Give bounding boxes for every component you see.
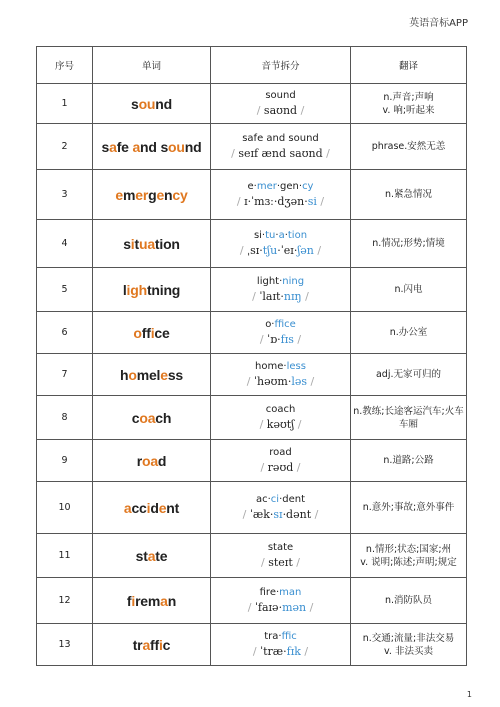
- syllable-part: state: [267, 541, 294, 553]
- syllable-cell: [211, 396, 351, 440]
- ipa-slash: /: [242, 507, 250, 521]
- row-index: 6: [37, 312, 93, 354]
- ipa-slash: /: [292, 555, 300, 569]
- ipa-slash: /: [236, 194, 245, 208]
- word-part: tr: [132, 636, 143, 653]
- translation-cell: [351, 396, 467, 440]
- word-part: s: [101, 138, 110, 155]
- syllable-cell: [211, 220, 351, 268]
- word-part: tion: [154, 235, 180, 252]
- ipa-slash: /: [259, 332, 268, 346]
- phonetic-transcription: [213, 146, 348, 162]
- ipa-slash: /: [301, 289, 309, 303]
- ipa-slash: /: [313, 243, 322, 257]
- phonetic-transcription: [213, 332, 348, 348]
- word-highlight-part: igh: [126, 281, 147, 298]
- row-index: 7: [37, 354, 93, 396]
- word-highlight-part: e: [160, 366, 168, 383]
- syllable-accent: ffic: [281, 630, 297, 642]
- row-index: 2: [37, 124, 93, 170]
- word-part: h: [119, 366, 129, 383]
- translation-line: phrase.安然无恙: [371, 141, 446, 152]
- syllable-cell: [211, 170, 351, 220]
- word-highlight-part: cy: [172, 186, 188, 203]
- ipa-part: saʊnd: [263, 103, 298, 117]
- ipa-slash: /: [307, 374, 315, 388]
- syllable-split: [213, 318, 348, 332]
- syllable-split: [213, 493, 348, 507]
- page-number: 1: [466, 690, 472, 699]
- ipa-slash: /: [300, 644, 309, 658]
- syllable-part: coach: [265, 403, 296, 415]
- syllable-part: light·: [256, 275, 283, 287]
- table-row: [37, 124, 467, 170]
- ipa-slash: /: [259, 417, 267, 431]
- word-cell: [93, 312, 211, 354]
- word-cell: [93, 482, 211, 534]
- syllable-cell: [211, 84, 351, 124]
- word-part: st: [135, 547, 148, 564]
- translation-line: n.意外;事故;意外事件: [362, 502, 455, 513]
- row-index: 13: [37, 624, 93, 666]
- ipa-accent: nɪŋ: [283, 289, 302, 303]
- word-cell: [93, 170, 211, 220]
- word-part: g: [148, 186, 157, 203]
- table-row: [37, 534, 467, 578]
- syllable-split: [213, 89, 348, 103]
- ipa-part: ˈfaɪə·: [254, 600, 283, 614]
- row-index: 5: [37, 268, 93, 312]
- word-part: c: [162, 636, 171, 653]
- word-part: m: [123, 186, 136, 203]
- translation-line: n.教练;长途客运汽车;火车: [353, 405, 464, 417]
- translation-line: n.消防队员: [384, 595, 433, 606]
- translation-line: 车厢: [398, 418, 418, 430]
- syllable-cell: [211, 354, 351, 396]
- syllable-part: o·: [265, 318, 275, 330]
- ipa-accent: tʃu: [262, 243, 278, 257]
- word-part: n: [164, 186, 173, 203]
- ipa-accent: ləs: [291, 374, 308, 388]
- ipa-slash: /: [261, 555, 269, 569]
- translation-line: v. 说明;陈述;声明;规定: [360, 556, 457, 568]
- word-highlight-part: e: [156, 186, 165, 203]
- ipa-part: ˈtræ·: [260, 644, 287, 658]
- word-part: ce: [154, 324, 170, 341]
- word-part: cc: [131, 499, 147, 516]
- ipa-slash: /: [311, 507, 319, 521]
- phonetic-transcription: [213, 289, 348, 305]
- ipa-part: steɪt: [268, 555, 293, 569]
- col-header-word: 单词: [93, 47, 211, 84]
- ipa-slash: /: [256, 103, 264, 117]
- col-header-syllables: 音节拆分: [211, 47, 351, 84]
- col-header-index: 序号: [37, 47, 93, 84]
- phonetic-transcription: [213, 417, 348, 433]
- word-highlight-part: u: [138, 235, 148, 252]
- row-index: 9: [37, 440, 93, 482]
- syllable-cell: [211, 124, 351, 170]
- ipa-slash: /: [252, 289, 260, 303]
- syllable-accent: less: [286, 360, 306, 372]
- word-part: mel: [136, 366, 161, 383]
- ipa-slash: /: [322, 146, 330, 160]
- ipa-part: ɪ·ˈmɜː·dʒən·: [244, 194, 308, 208]
- syllable-cell: [211, 624, 351, 666]
- syllable-cell: [211, 578, 351, 624]
- syllable-split: [213, 132, 348, 146]
- translation-cell: [351, 220, 467, 268]
- word-highlight-part: ou: [138, 95, 156, 112]
- ipa-accent: mən: [282, 600, 307, 614]
- word-part: s: [123, 235, 131, 252]
- word-part: n: [167, 592, 177, 609]
- translation-line: n.交通;流量;非法交易: [362, 632, 455, 644]
- translation-cell: [351, 624, 467, 666]
- syllable-cell: [211, 482, 351, 534]
- translation-cell: [351, 268, 467, 312]
- syllable-accent: tion: [287, 229, 308, 241]
- syllable-split: [213, 275, 348, 289]
- syllable-part: tra·: [264, 630, 282, 642]
- translation-line: n.道路;公路: [383, 455, 434, 466]
- word-cell: [93, 124, 211, 170]
- syllable-accent: ning: [282, 275, 305, 287]
- translation-cell: [351, 312, 467, 354]
- translation-line: n.闪电: [394, 284, 423, 295]
- word-cell: [93, 354, 211, 396]
- word-cell: [93, 534, 211, 578]
- syllable-part: fire·: [259, 586, 280, 598]
- translation-line: v. 响;听起来: [382, 104, 435, 116]
- syllable-split: [213, 360, 348, 374]
- syllable-split: [213, 630, 348, 644]
- translation-cell: [351, 534, 467, 578]
- ipa-slash: /: [246, 374, 254, 388]
- syllable-part: safe and sound: [242, 132, 319, 144]
- syllable-accent: ci: [270, 493, 280, 505]
- ipa-slash: /: [294, 417, 302, 431]
- app-title: 英语音标APP: [409, 18, 468, 29]
- word-highlight-part: i: [150, 324, 155, 341]
- syllable-part: sound: [265, 89, 296, 101]
- word-cell: [93, 624, 211, 666]
- row-index: 11: [37, 534, 93, 578]
- phonetic-transcription: [213, 507, 348, 523]
- phonetic-transcription: [213, 194, 348, 210]
- ipa-slash: /: [316, 194, 325, 208]
- word-part: te: [155, 547, 168, 564]
- row-index: 1: [37, 84, 93, 124]
- word-highlight-part: o: [128, 366, 137, 383]
- syllable-accent: tu: [265, 229, 276, 241]
- syllable-accent: man: [279, 586, 302, 598]
- ipa-accent: fɪk: [286, 644, 301, 658]
- word-cell: [93, 440, 211, 482]
- syllable-part: ·: [275, 229, 279, 241]
- word-highlight-part: i: [131, 592, 136, 609]
- ipa-slash: /: [306, 600, 314, 614]
- word-part: nt: [166, 499, 180, 516]
- word-part: c: [131, 409, 140, 426]
- phonetic-transcription: [213, 600, 348, 616]
- ipa-slash: /: [293, 332, 302, 346]
- word-highlight-part: ou: [168, 138, 185, 155]
- word-highlight-part: a: [147, 235, 155, 252]
- syllable-part: home·: [255, 360, 287, 372]
- word-cell: [93, 268, 211, 312]
- table-row: [37, 268, 467, 312]
- syllable-split: [213, 541, 348, 555]
- ipa-accent: si: [307, 194, 317, 208]
- translation-line: n.办公室: [389, 327, 428, 338]
- word-highlight-part: i: [158, 636, 163, 653]
- translation-line: n.情形;状态;国家;州: [365, 543, 452, 555]
- word-part: ff: [150, 636, 159, 653]
- row-index: 3: [37, 170, 93, 220]
- ipa-slash: /: [231, 146, 239, 160]
- word-highlight-part: e: [115, 186, 123, 203]
- syllable-part: ·gen·: [276, 180, 303, 192]
- ipa-part: kəʊtʃ: [266, 417, 295, 431]
- phonetic-transcription: [213, 103, 348, 119]
- word-part: l: [122, 281, 127, 298]
- word-highlight-part: oa: [139, 409, 156, 426]
- table-row: [37, 354, 467, 396]
- word-highlight-part: er: [135, 186, 149, 203]
- translation-line: n.紧急情况: [384, 189, 433, 200]
- translation-line: adj.无家可归的: [375, 369, 441, 380]
- word-cell: [93, 578, 211, 624]
- table-row: [37, 440, 467, 482]
- phonetic-transcription: [213, 644, 348, 660]
- syllable-cell: [211, 440, 351, 482]
- syllable-part: ·: [284, 229, 288, 241]
- translation-line: n.情况;形势;情境: [372, 238, 445, 249]
- syllable-accent: cy: [302, 180, 314, 192]
- word-highlight-part: a: [142, 636, 151, 653]
- ipa-accent: ʃən: [297, 243, 314, 257]
- syllable-part: si·: [253, 229, 266, 241]
- col-header-translation: 翻译: [351, 47, 467, 84]
- word-highlight-part: oa: [141, 452, 158, 469]
- word-part: d: [157, 452, 167, 469]
- ipa-slash: /: [260, 460, 268, 474]
- ipa-slash: /: [247, 600, 255, 614]
- translation-cell: [351, 84, 467, 124]
- word-highlight-part: a: [123, 499, 132, 516]
- phonetic-transcription: [213, 460, 348, 476]
- table-row: [37, 220, 467, 268]
- word-highlight-part: a: [109, 138, 117, 155]
- syllable-accent: a: [278, 229, 285, 241]
- word-part: rem: [135, 592, 161, 609]
- ipa-part: ·ˈeɪ·: [277, 243, 298, 257]
- word-highlight-part: a: [147, 547, 156, 564]
- word-part: nd s: [140, 138, 169, 155]
- syllable-part: road: [269, 446, 292, 458]
- word-part: nd: [155, 95, 173, 112]
- translation-cell: [351, 440, 467, 482]
- row-index: 12: [37, 578, 93, 624]
- table-header-row: [37, 47, 467, 84]
- word-part: nd: [184, 138, 202, 155]
- ipa-part: ˈɒ·: [267, 332, 281, 346]
- translation-cell: [351, 482, 467, 534]
- table-row: [37, 624, 467, 666]
- syllable-cell: [211, 312, 351, 354]
- word-highlight-part: i: [146, 499, 151, 516]
- syllable-cell: [211, 268, 351, 312]
- translation-cell: [351, 124, 467, 170]
- translation-cell: [351, 170, 467, 220]
- ipa-slash: /: [252, 644, 261, 658]
- ipa-part: ˈæk·: [249, 507, 274, 521]
- word-part: ch: [155, 409, 172, 426]
- ipa-slash: /: [297, 103, 305, 117]
- table-row: [37, 578, 467, 624]
- ipa-slash: /: [239, 243, 248, 257]
- word-part: d: [150, 499, 159, 516]
- syllable-part: ac·: [255, 493, 271, 505]
- word-highlight-part: e: [158, 499, 167, 516]
- row-index: 8: [37, 396, 93, 440]
- ipa-part: ˌsɪ·: [247, 243, 263, 257]
- phonetic-transcription: [213, 243, 348, 259]
- syllable-part: e·: [247, 180, 257, 192]
- ipa-slash: /: [293, 460, 301, 474]
- ipa-part: ˈlaɪt·: [259, 289, 284, 303]
- ipa-part: ·dənt: [282, 507, 312, 521]
- word-cell: [93, 220, 211, 268]
- phonetic-transcription: [213, 555, 348, 571]
- word-part: fe: [116, 138, 133, 155]
- syllable-accent: mer: [256, 180, 277, 192]
- syllable-accent: ffice: [274, 318, 296, 330]
- translation-line: n.声音;声响: [383, 91, 434, 103]
- table-row: [37, 396, 467, 440]
- syllable-split: [213, 180, 348, 194]
- word-part: tning: [146, 281, 181, 298]
- ipa-accent: sɪ: [273, 507, 283, 521]
- ipa-accent: fɪs: [280, 332, 294, 346]
- table-row: [37, 84, 467, 124]
- ipa-part: seɪf ænd saʊnd: [238, 146, 323, 160]
- syllable-split: [213, 403, 348, 417]
- syllable-split: [213, 586, 348, 600]
- translation-line: v. 非法买卖: [384, 645, 433, 657]
- syllable-split: [213, 229, 348, 243]
- translation-cell: [351, 354, 467, 396]
- phonetic-transcription: [213, 374, 348, 390]
- word-highlight-part: o: [133, 324, 142, 341]
- word-cell: [93, 84, 211, 124]
- table-row: [37, 482, 467, 534]
- translation-cell: [351, 578, 467, 624]
- word-part: s: [130, 95, 139, 112]
- word-highlight-part: i: [130, 235, 135, 252]
- table-row: [37, 170, 467, 220]
- word-part: ss: [167, 366, 184, 383]
- word-part: ff: [141, 324, 151, 341]
- syllable-part: ·dent: [279, 493, 306, 505]
- row-index: 4: [37, 220, 93, 268]
- ipa-part: ˈhəʊm·: [253, 374, 292, 388]
- word-part: f: [126, 592, 132, 609]
- word-highlight-part: a: [132, 138, 141, 155]
- table-row: [37, 312, 467, 354]
- word-cell: [93, 396, 211, 440]
- word-highlight-part: a: [160, 592, 168, 609]
- syllable-split: [213, 446, 348, 460]
- word-part: t: [134, 235, 139, 252]
- syllable-cell: [211, 534, 351, 578]
- phonics-table: [36, 46, 467, 666]
- row-index: 10: [37, 482, 93, 534]
- ipa-part: rəʊd: [267, 460, 294, 474]
- word-part: r: [136, 452, 142, 469]
